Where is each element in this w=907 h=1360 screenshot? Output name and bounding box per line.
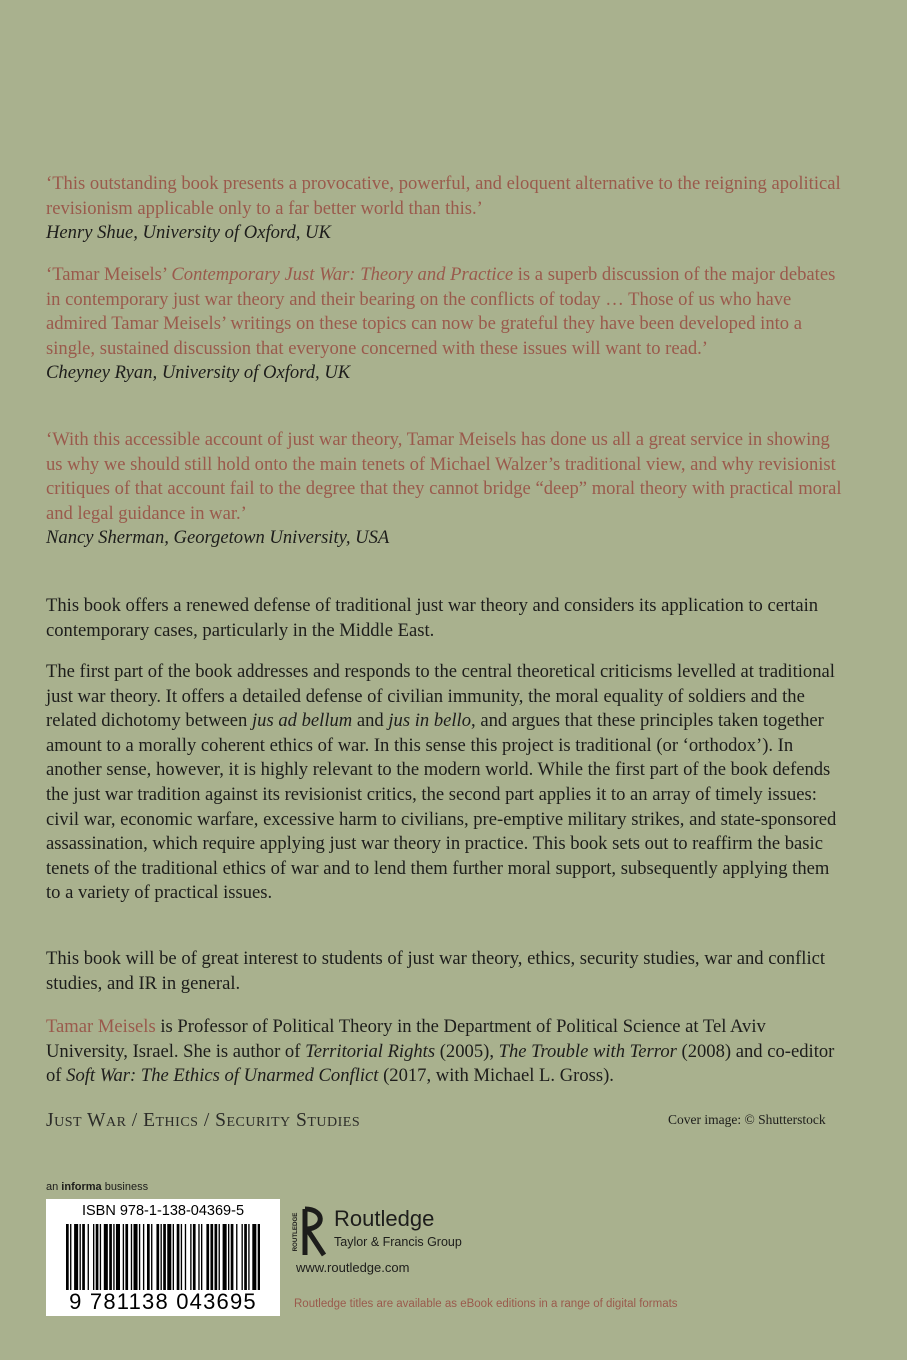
barcode-bar <box>104 1224 108 1290</box>
endorsement-2-text-b: is a superb discussion of the major debates in contemporary just war theory and their bearing on the conflicts of today … Those of us who have admired Tamar Meisels’ writings on these topics can now be grateful they have been developed into a single, sustained discussion that everyone concerned with these issues will want to read.’ <box>46 264 836 359</box>
barcode-bar <box>80 1224 81 1290</box>
barcode-bar <box>228 1224 229 1290</box>
barcode-bar <box>161 1224 162 1290</box>
isbn-label: ISBN 978-1-138-04369-5 <box>81 1203 245 1219</box>
barcode-bar <box>242 1224 243 1290</box>
barcode-bar <box>66 1224 69 1290</box>
barcode-bar <box>236 1224 237 1290</box>
description-paragraph-2 <box>46 660 846 906</box>
barcode-bar <box>206 1224 209 1290</box>
barcode-bar <box>156 1224 159 1290</box>
barcode-bar <box>173 1224 174 1290</box>
barcode-bars <box>66 1224 260 1290</box>
informa-suffix: business <box>101 1181 149 1193</box>
endorsement-3 <box>46 428 846 551</box>
endorsement-2-text <box>46 263 846 361</box>
barcode-bar <box>252 1224 256 1290</box>
barcode-bar <box>147 1224 150 1290</box>
barcode-bar <box>223 1224 227 1290</box>
barcode-bar <box>82 1224 85 1290</box>
term-jus-ad-bellum: jus ad bellum <box>252 710 353 732</box>
barcode-bar <box>74 1224 78 1290</box>
description-p2-and: and <box>352 710 389 732</box>
barcode-bar <box>258 1224 260 1290</box>
barcode-bar <box>151 1224 152 1290</box>
endorsement-2 <box>46 263 846 386</box>
routledge-logo-text: ROUTLEDGE <box>292 1212 299 1252</box>
description-p2-a: The first part of the book addresses and responds to the central theoretical criticisms levelled at traditional just war theory. It offers a detailed defense of civilian immunity, the moral equality of soldiers and the related dichotomy between <box>46 661 835 732</box>
barcode-bar <box>190 1224 191 1290</box>
barcode-bar <box>131 1224 132 1290</box>
barcode-bar <box>198 1224 199 1290</box>
routledge-logo-r <box>305 1209 324 1255</box>
barcode-bar <box>116 1224 120 1290</box>
publisher-group: Taylor & Francis Group <box>334 1235 462 1249</box>
barcode-bar <box>248 1224 249 1290</box>
barcode-bar <box>193 1224 196 1290</box>
author-bio-d: (2017, with Michael L. Gross). <box>378 1065 614 1087</box>
subject-categories: Just War / Ethics / Security Studies <box>46 1110 361 1131</box>
informa-prefix: an <box>46 1181 62 1193</box>
endorsement-2-text-a: ‘Tamar Meisels’ <box>46 264 172 285</box>
barcode-bar <box>139 1224 140 1290</box>
barcode-bar <box>125 1224 128 1290</box>
informa-business-line <box>46 1181 148 1193</box>
barcode-bar <box>134 1224 138 1290</box>
publisher-url: www.routledge.com <box>296 1260 410 1275</box>
barcode-bar <box>181 1224 182 1290</box>
author-bio-c: (2008) and co-editor of <box>46 1040 835 1087</box>
barcode-bar <box>167 1224 171 1290</box>
barcode-bar <box>143 1224 144 1290</box>
barcode-bar <box>100 1224 101 1290</box>
barcode-bar <box>231 1224 234 1290</box>
barcode-bar <box>88 1224 89 1290</box>
author-bio <box>46 1015 846 1089</box>
barcode-bar <box>215 1224 218 1290</box>
author-bio-a: is Professor of Political Theory in the Department of Political Science at Tel Aviv University, Israel. She is author of <box>46 1016 766 1062</box>
author-bio-b: (2005), <box>435 1040 499 1062</box>
author-name: Tamar Meisels <box>46 1016 156 1037</box>
description-p2-b: , and argues that these principles taken together amount to a morally coherent ethics of war. In this sense this project is traditional (or ‘orthodox’). In another sense, however, it is highly relevant to the modern world. While the first part of the book defends the just war tradition against its revisionist critics, the second part applies it to an array of timely issues: civil war, economic warfare, excessive harm to civilians, pre-emptive military strikes, and state-sponsored assassination, which require applying just war theory in practice. This book sets out to reaffirm the basic tenets of the traditional ethics of war and to lend them further moral support, subsequently applying them to a variety of practical issues. <box>46 710 837 904</box>
informa-brand: informa <box>61 1181 102 1193</box>
barcode-bar <box>177 1224 180 1290</box>
cover-image-credit: Cover image: © Shutterstock <box>668 1112 826 1127</box>
barcode-bar <box>163 1224 166 1290</box>
barcode-digits: 9 781138 043695 <box>69 1289 257 1314</box>
barcode-bar <box>123 1224 124 1290</box>
author-book-territorial-rights: Territorial Rights <box>305 1040 436 1062</box>
barcode-bar <box>113 1224 114 1290</box>
author-book-trouble-with-terror: The Trouble with Terror <box>498 1040 677 1062</box>
barcode-bar <box>244 1224 247 1290</box>
endorsement-3-attribution: Nancy Sherman, Georgetown University, USA <box>46 527 390 549</box>
barcode-bar <box>93 1224 94 1290</box>
author-book-soft-war: Soft War: The Ethics of Unarmed Conflict <box>66 1065 379 1087</box>
barcode-bar <box>210 1224 213 1290</box>
barcode-bar <box>185 1224 186 1290</box>
barcode-bar <box>201 1224 202 1290</box>
endorsement-2-book-title: Contemporary Just War: Theory and Practice <box>171 264 514 285</box>
barcode-bar <box>70 1224 71 1290</box>
barcode-bar <box>96 1224 99 1290</box>
endorsement-3-text: ‘With this accessible account of just war theory, Tamar Meisels has done us all a great service in showing us why we should still hold onto the main tenets of Michael Walzer’s traditional view, and why revisionist critiques of that account fail to the degree that they cannot bridge “deep” moral theory with practical moral and legal guidance in war.’ <box>46 429 842 524</box>
endorsement-1 <box>46 172 846 246</box>
barcode-bar <box>109 1224 112 1290</box>
publisher-name: Routledge <box>334 1206 435 1231</box>
ebook-note: Routledge titles are available as eBook editions in a range of digital formats <box>294 1298 678 1310</box>
endorsement-2-attribution: Cheyney Ryan, University of Oxford, UK <box>46 362 351 384</box>
term-jus-in-bello: jus in bello <box>388 710 472 732</box>
routledge-logo-icon <box>290 1206 328 1258</box>
description-paragraph-1: This book offers a renewed defense of traditional just war theory and considers its application to certain contemporary cases, particularly in the Middle East. <box>46 595 819 641</box>
endorsement-1-attribution: Henry Shue, University of Oxford, UK <box>46 222 331 244</box>
isbn-barcode <box>46 1199 280 1316</box>
endorsement-1-text: ‘This outstanding book presents a provocative, powerful, and eloquent alternative to the reigning apolitical revisionism applicable only to a far better world than this.’ <box>46 173 841 219</box>
description-paragraph-3: This book will be of great interest to students of just war theory, ethics, security studies, war and conflict studies, and IR in general. <box>46 948 826 994</box>
barcode-bar <box>219 1224 220 1290</box>
